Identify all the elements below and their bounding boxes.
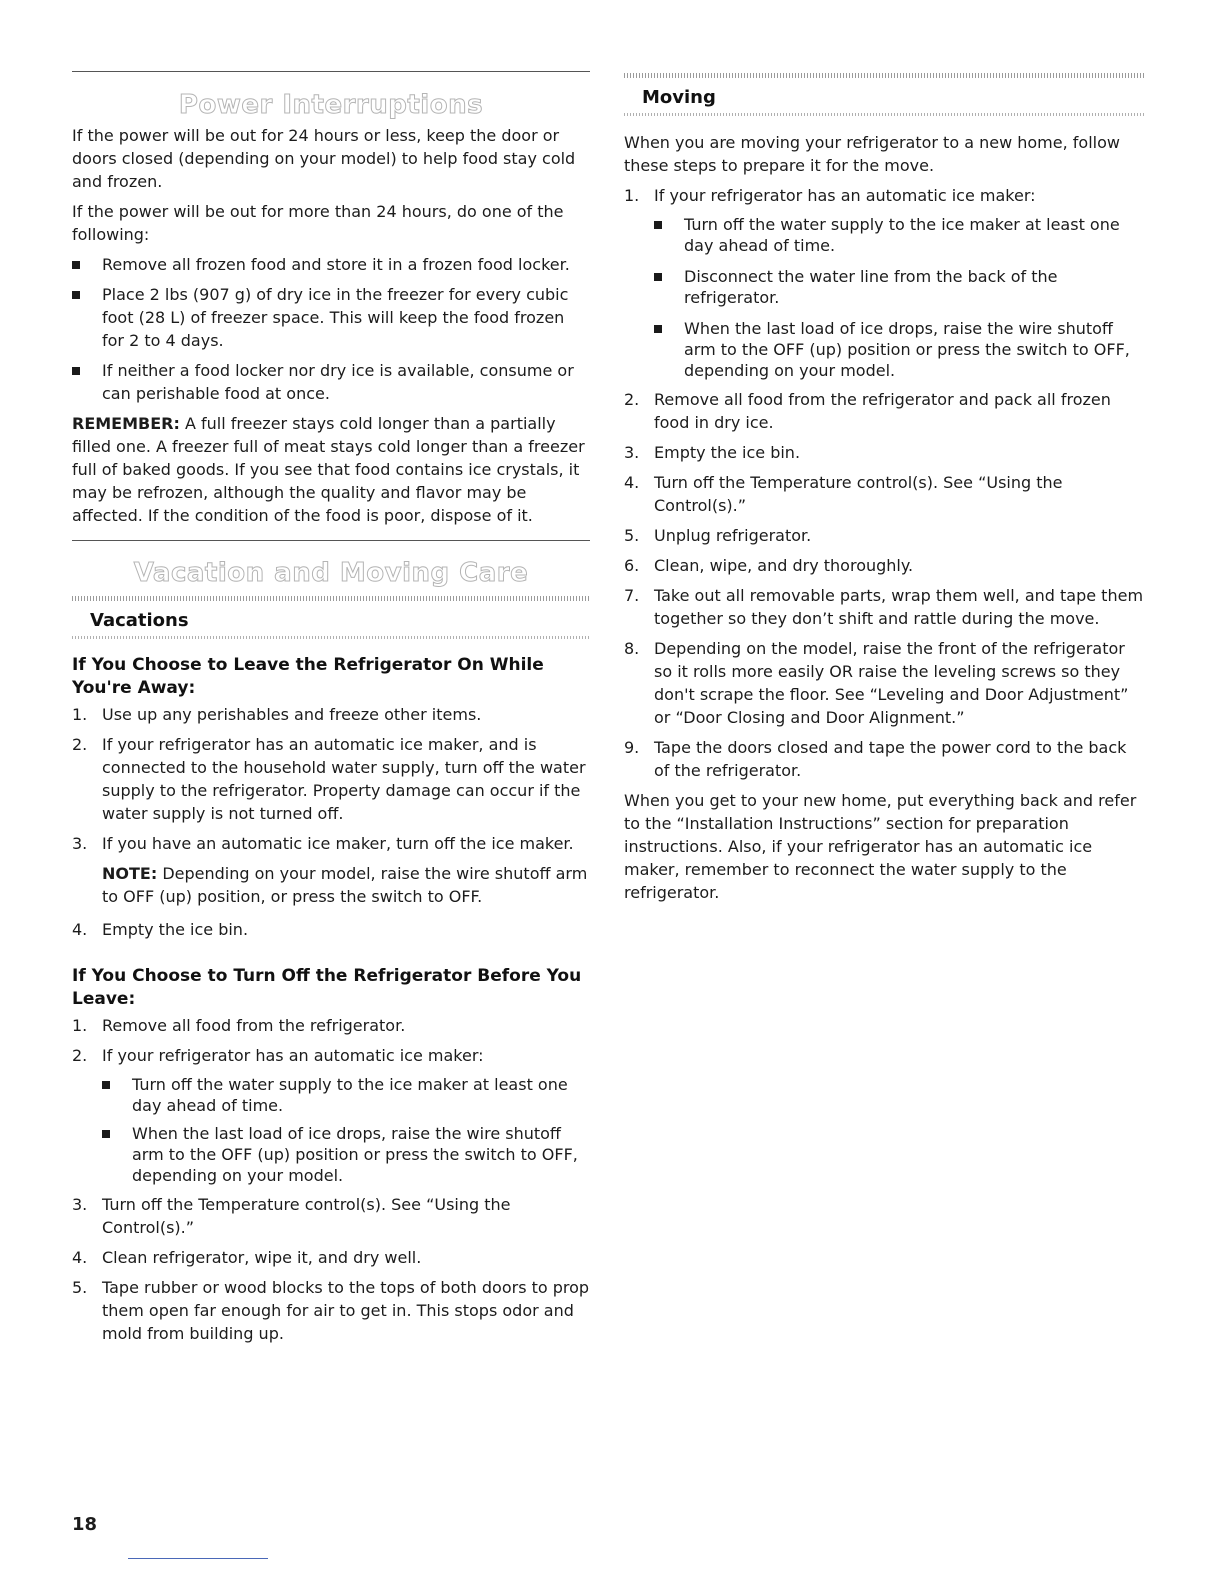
list-item: 1. Use up any perishables and freeze other items.	[72, 705, 482, 724]
moving-body	[624, 131, 1144, 904]
list-item: 2. Remove all food from the refrigerator and pack all frozen food in dry ice.	[624, 390, 1111, 432]
hatch-divider	[72, 636, 590, 639]
turn-off-heading: If You Choose to Turn Off the Refrigerator Before You Leave:	[72, 966, 582, 1009]
list-item: Remove all frozen food and store it in a frozen food locker.	[72, 253, 590, 276]
page-number: 18	[72, 1514, 98, 1535]
hatch-divider	[72, 596, 590, 601]
list-item: 4. Empty the ice bin.	[72, 920, 249, 939]
power-interruptions-body	[72, 124, 590, 527]
footer-rule	[128, 1558, 268, 1559]
power-paragraph-2: If the power will be out for more than 24 hours, do one of the following:	[72, 202, 564, 244]
list-item: 5. Tape rubber or wood blocks to the tops of both doors to prop them open far enough for air to get in. This stops odor and mold from building up.	[72, 1278, 590, 1343]
list-item: 2. If your refrigerator has an automatic ice maker, and is connected to the household water supply, turn off the water supply to the refrigerator. Property damage can occur if the water supply is not turned off.	[72, 735, 586, 823]
list-item: 1. If your refrigerator has an automatic ice maker:	[624, 186, 1036, 205]
bullet-icon	[72, 291, 80, 299]
vacations-heading: Vacations	[90, 610, 189, 631]
section-rule	[72, 540, 590, 541]
hatch-divider	[624, 73, 1144, 78]
list-item: If neither a food locker nor dry ice is available, consume or can perishable food at once.	[72, 359, 590, 405]
leave-on-heading: If You Choose to Leave the Refrigerator On While You're Away:	[72, 655, 544, 698]
bullet-icon	[654, 325, 662, 333]
vacation-moving-title: Vacation and Moving Care	[133, 558, 529, 588]
list-item: Disconnect the water line from the back of the refrigerator.	[624, 266, 1144, 308]
bullet-icon	[654, 221, 662, 229]
bullet-icon	[72, 261, 80, 269]
list-item: Turn off the water supply to the ice maker at least one day ahead of time.	[72, 1074, 590, 1116]
remember-label: REMEMBER:	[72, 414, 180, 433]
list-item: Place 2 lbs (907 g) of dry ice in the freezer for every cubic foot (28 L) of freezer space. This will keep the food frozen for 2 to 4 days.	[72, 283, 590, 352]
hatch-divider	[624, 113, 1144, 116]
vacations-body	[72, 654, 590, 1345]
moving-heading: Moving	[642, 87, 716, 108]
list-item: 5. Unplug refrigerator.	[624, 526, 812, 545]
list-item: 3. Empty the ice bin.	[624, 443, 801, 462]
bullet-icon	[102, 1081, 110, 1089]
moving-intro: When you are moving your refrigerator to a new home, follow these steps to prepare it for the move.	[624, 133, 1120, 175]
list-item: 1. Remove all food from the refrigerator.	[72, 1016, 406, 1035]
power-paragraph-1: If the power will be out for 24 hours or less, keep the door or doors closed (depending on your model) to help food stay cold and frozen.	[72, 126, 576, 191]
section-rule	[72, 71, 590, 72]
list-item: 3. Turn off the Temperature control(s). See “Using the Control(s).”	[72, 1195, 511, 1237]
list-item: 4. Turn off the Temperature control(s). See “Using the Control(s).”	[624, 473, 1063, 515]
list-item: 2. If your refrigerator has an automatic ice maker:	[72, 1046, 484, 1065]
bullet-icon	[72, 367, 80, 375]
bullet-icon	[654, 273, 662, 281]
list-item: 8. Depending on the model, raise the front of the refrigerator so it rolls more easily OR raise the leveling screws so they don't scrape the floor. See “Leveling and Door Adjustment” or “Door Closing and Door Alignment.”	[624, 639, 1129, 727]
note-paragraph: NOTE: Depending on your model, raise the wire shutoff arm to OFF (up) position, or press the switch to OFF.	[102, 864, 588, 906]
list-item: 3. If you have an automatic ice maker, turn off the ice maker.	[72, 834, 574, 853]
list-item: 6. Clean, wipe, and dry thoroughly.	[624, 556, 914, 575]
list-item: When the last load of ice drops, raise the wire shutoff arm to the OFF (up) position or press the switch to OFF, depending on your model.	[624, 318, 1144, 381]
list-item: 9. Tape the doors closed and tape the power cord to the back of the refrigerator.	[624, 738, 1127, 780]
note-label: NOTE:	[102, 864, 158, 883]
power-interruptions-title: Power Interruptions	[178, 90, 484, 120]
list-item: When the last load of ice drops, raise the wire shutoff arm to the OFF (up) position or press the switch to OFF, depending on your model.	[72, 1123, 590, 1186]
list-item: Turn off the water supply to the ice maker at least one day ahead of time.	[624, 214, 1144, 256]
remember-paragraph: REMEMBER: A full freezer stays cold longer than a partially filled one. A freezer full of meat stays cold longer than a freezer full of baked goods. If you see that food contains ice crystals, it may be refrozen, although the quality and flavor may be affected. If the condition of the food is poor, dispose of it.	[72, 414, 585, 525]
bullet-icon	[102, 1130, 110, 1138]
list-item: 4. Clean refrigerator, wipe it, and dry well.	[72, 1248, 422, 1267]
list-item: 7. Take out all removable parts, wrap them well, and tape them together so they don’t shift and rattle during the move.	[624, 586, 1144, 628]
moving-outro: When you get to your new home, put everything back and refer to the “Installation Instructions” section for preparation instructions. Also, if your refrigerator has an automatic ice maker, remember to reconnect the water supply to the refrigerator.	[624, 791, 1137, 902]
